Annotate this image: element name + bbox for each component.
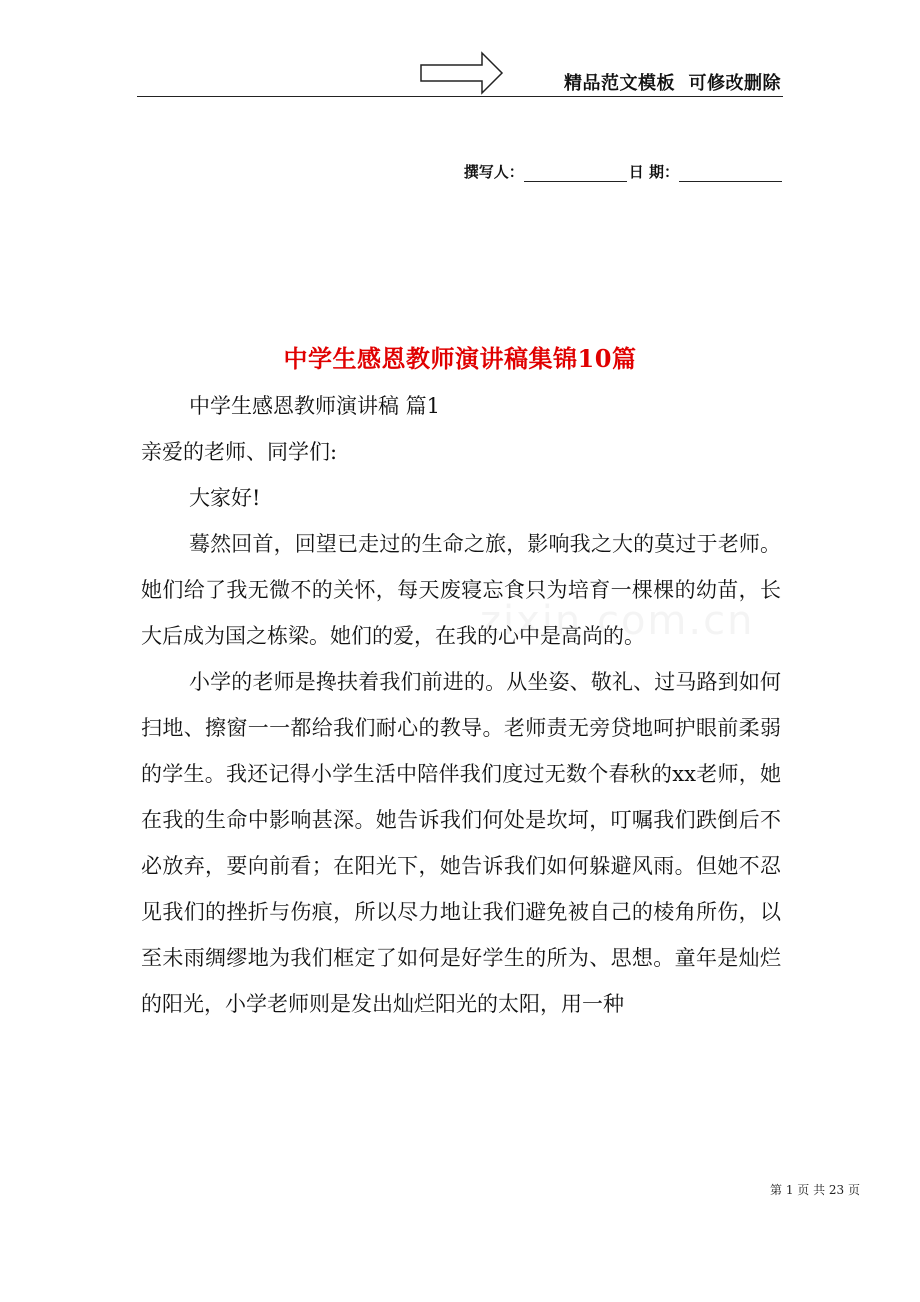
section-heading: 中学生感恩教师演讲稿 篇1 (189, 394, 441, 418)
salutation: 亲爱的老师、同学们: (141, 440, 338, 464)
author-date-row (464, 161, 782, 182)
watermark: zixin.com.cn (480, 598, 755, 644)
body-paragraph: 蓦然回首，回望已走过的生命之旅，影响我之大的莫过于老师。她们给了我无微不的关怀，每天废寝忘食只为培育一棵棵的幼苗，长大后成为国之栋梁。她们的爱，在我的心中是高尚的。 (141, 532, 781, 648)
author-blank-field[interactable] (524, 163, 627, 182)
page-number: 第 1 页 共 23 页 (770, 1183, 860, 1197)
page-header (137, 50, 783, 97)
header-label: 精品范文模板 可修改删除 (563, 73, 781, 94)
greeting: 大家好! (189, 486, 261, 510)
date-label: 日 期： (628, 163, 679, 181)
document-body (141, 383, 781, 1027)
author-label: 撰写人： (463, 163, 524, 181)
date-blank-field[interactable] (679, 163, 782, 182)
body-paragraph: 小学的老师是搀扶着我们前进的。从坐姿、敬礼、过马路到如何扫地、擦窗一一都给我们耐心的教导。老师责无旁贷地呵护眼前柔弱的学生。我还记得小学生活中陪伴我们度过无数个春秋的xx老师，她在我的生命中影响甚深。她告诉我们何处是坎坷，叮嘱我们跌倒后不必放弃，要向前看；在阳光下，她告诉我们如何躲避风雨。但她不忍见我们的挫折与伤痕，所以尽力地让我们避免被自己的棱角所伤，以至未雨绸缪地为我们框定了如何是好学生的所为、思想。童年是灿烂的阳光，小学老师则是发出灿烂阳光的太阳，用一种 (141, 670, 781, 1016)
document-title: 中学生感恩教师演讲稿集锦10篇 (283, 344, 637, 373)
right-arrow-outline-icon (420, 50, 504, 96)
